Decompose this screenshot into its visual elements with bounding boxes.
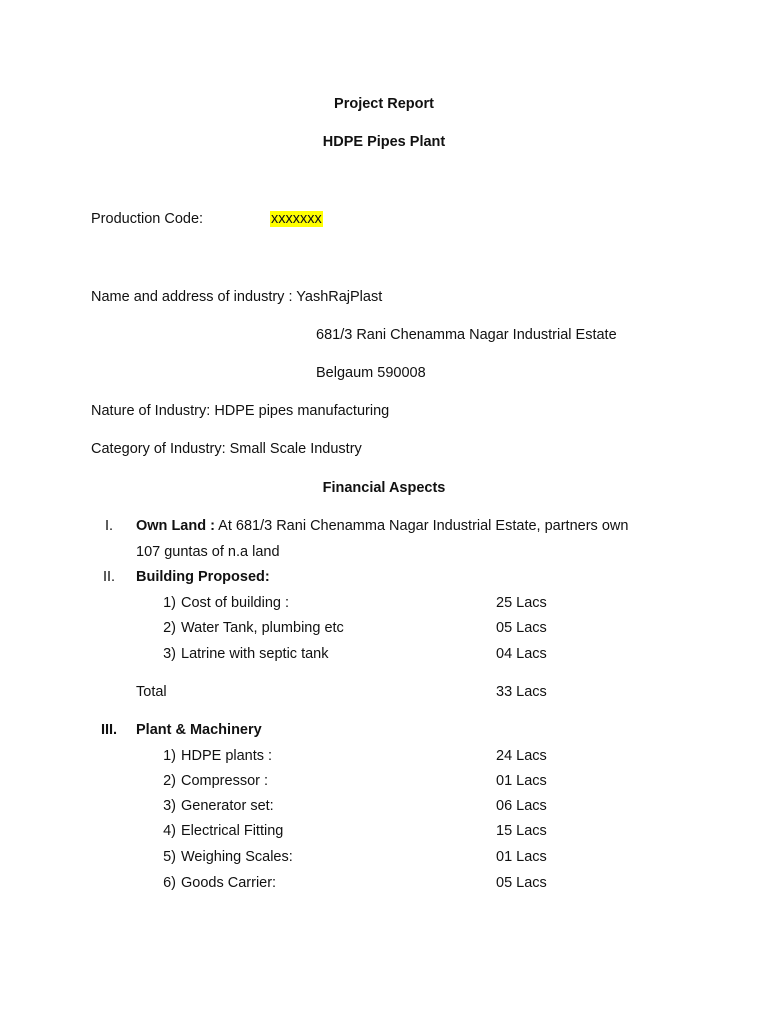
nature-label: Nature of Industry: [91, 403, 211, 419]
plant-machinery-heading: Plant & Machinery [136, 722, 262, 738]
document-subtitle: HDPE Pipes Plant [322, 134, 446, 150]
item-number: 5) [163, 849, 176, 865]
own-land-heading: Own Land : [136, 518, 215, 534]
item-amount: 24 Lacs [496, 748, 547, 764]
item-label: Latrine with septic tank [181, 646, 329, 662]
item-amount: 05 Lacs [496, 875, 547, 891]
industry-name-line [91, 288, 382, 306]
item-number: 3) [163, 798, 176, 814]
item-amount: 06 Lacs [496, 798, 547, 814]
financial-aspects-heading: Financial Aspects [322, 480, 446, 496]
section-numeral: II. [102, 569, 116, 585]
industry-name: YashRajPlast [296, 289, 383, 305]
production-code-label: Production Code: [91, 211, 204, 227]
industry-address-line1: 681/3 Rani Chenamma Nagar Industrial Estate [316, 327, 617, 343]
item-label: Goods Carrier: [181, 875, 277, 891]
total-amount: 33 Lacs [496, 684, 547, 700]
item-label: Weighing Scales: [181, 849, 293, 865]
own-land-line2: 107 guntas of n.a land [136, 544, 280, 560]
item-label: Electrical Fitting [181, 823, 284, 839]
nature-of-industry [91, 402, 389, 420]
building-proposed-heading: Building Proposed: [136, 569, 270, 585]
production-code-value [270, 210, 323, 228]
own-land-line1 [136, 517, 628, 535]
item-number: 2) [163, 620, 176, 636]
item-label: Water Tank, plumbing etc [181, 620, 344, 636]
production-code-highlight: xxxxxxx [271, 211, 322, 227]
item-number: 4) [163, 823, 176, 839]
item-label: Cost of building : [181, 595, 290, 611]
item-number: 1) [163, 748, 176, 764]
section-numeral: III. [100, 722, 118, 738]
item-number: 3) [163, 646, 176, 662]
item-amount: 05 Lacs [496, 620, 547, 636]
item-label: Generator set: [181, 798, 274, 814]
item-amount: 01 Lacs [496, 773, 547, 789]
item-number: 2) [163, 773, 176, 789]
nature-value: HDPE pipes manufacturing [214, 403, 390, 419]
item-amount: 25 Lacs [496, 595, 547, 611]
document-title: Project Report [334, 96, 434, 112]
item-amount: 15 Lacs [496, 823, 547, 839]
category-of-industry [91, 440, 362, 458]
total-label: Total [136, 684, 167, 700]
item-label: Compressor : [181, 773, 269, 789]
item-number: 1) [163, 595, 176, 611]
industry-name-label: Name and address of industry : [91, 289, 293, 305]
own-land-text: At 681/3 Rani Chenamma Nagar Industrial Estate, partners own [218, 518, 629, 534]
item-amount: 01 Lacs [496, 849, 547, 865]
section-numeral: I. [104, 518, 114, 534]
item-number: 6) [163, 875, 176, 891]
item-label: HDPE plants : [181, 748, 273, 764]
category-value: Small Scale Industry [229, 441, 362, 457]
industry-address-line2: Belgaum 590008 [316, 365, 426, 381]
category-label: Category of Industry: [91, 441, 226, 457]
item-amount: 04 Lacs [496, 646, 547, 662]
